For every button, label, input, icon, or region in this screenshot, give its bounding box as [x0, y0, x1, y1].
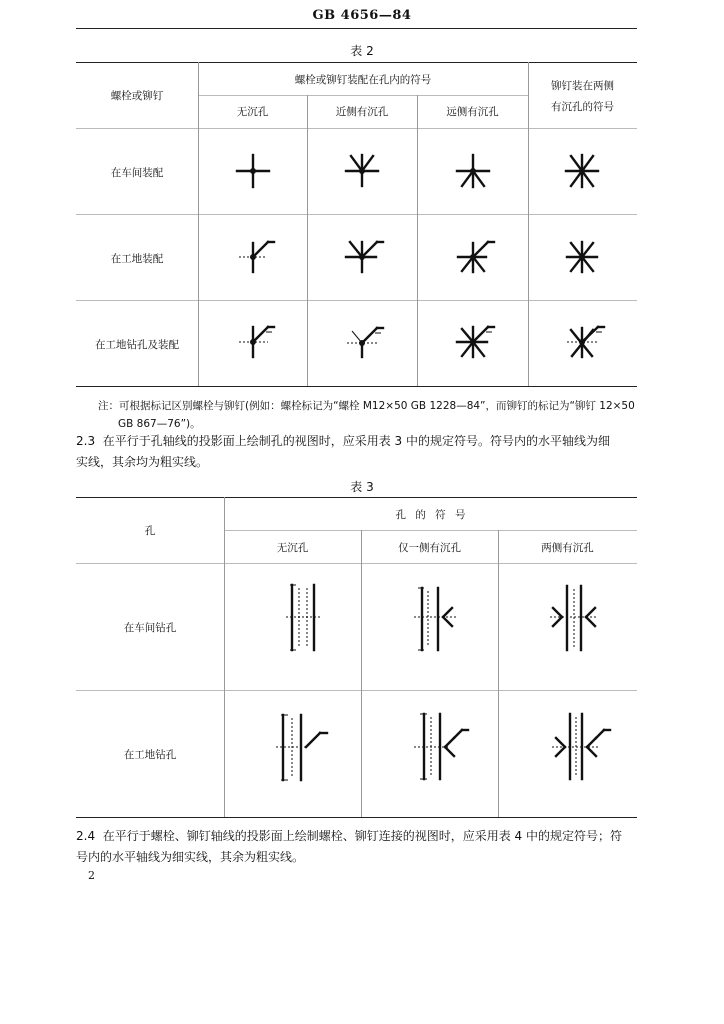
symbol-hole-one-side-workshop [414, 588, 456, 650]
symbol-hole-both-sides-workshop [550, 586, 598, 650]
paragraph-2-4-line2: 号内的水平轴线为细实线，其余为粗实线。 [76, 850, 305, 864]
symbol-hole-plain-site [276, 715, 327, 780]
table2-header-bolt-rivet: 螺栓或铆钉 [110, 90, 164, 102]
table3-header-hole: 孔 [144, 525, 156, 537]
paragraph-2-3-line1: 在平行于孔轴线的投影面上绘制孔的视图时，应采用表 3 中的规定符号。符号内的水平轴线为细 [102, 434, 611, 448]
table2-note-line1: 注：可根据标记区别螺栓与铆钉(例如：螺栓标记为“螺栓 M12×50 GB 1228—84”，而铆钉的标记为“铆钉 12×50 [98, 400, 635, 412]
table2-sub-near-countersink: 近侧有沉孔 [335, 106, 389, 118]
table3-caption: 表 3 [350, 480, 374, 494]
table2-sub-no-countersink: 无沉孔 [236, 106, 269, 118]
page-number: 2 [88, 869, 95, 882]
table2-sub-far-countersink: 远侧有沉孔 [446, 106, 499, 118]
table2-header-group: 螺栓或铆钉装配在孔内的符号 [294, 74, 432, 86]
symbol-hole-plain-workshop [286, 585, 320, 650]
table3-row-workshop-drill: 在车间钻孔 [123, 622, 177, 634]
table2-row-workshop-assembly: 在车间装配 [110, 167, 164, 179]
table2-header-both-sides-l2: 有沉孔的符号 [551, 101, 614, 113]
table2-row-site-assembly: 在工地装配 [110, 253, 164, 265]
paragraph-2-3-line2: 实线，其余均为粗实线。 [76, 455, 209, 469]
symbol-hole-one-side-site [414, 714, 468, 779]
paragraph-2-3-number: 2.3 [76, 434, 96, 448]
table2-row-site-drill-assembly: 在工地钻孔及装配 [95, 339, 179, 351]
table2-caption: 表 2 [350, 44, 374, 58]
paragraph-2-4-number: 2.4 [76, 829, 96, 843]
paragraph-2-4-line1: 在平行于螺栓、铆钉轴线的投影面上绘制螺栓、铆钉连接的视图时，应采用表 4 中的规定符号；符 [102, 829, 623, 843]
symbol-hole-both-sides-site [552, 714, 610, 779]
table3-sub-no-countersink: 无沉孔 [276, 542, 309, 554]
table3-sub-both-sides-countersink: 两侧有沉孔 [541, 542, 594, 554]
table2-header-both-sides-l1: 铆钉装在两侧 [551, 80, 614, 92]
standard-number-header: GB 4656—84 [312, 8, 412, 23]
table3-row-site-drill: 在工地钻孔 [123, 749, 177, 761]
table3-header-group: 孔 的 符 号 [395, 509, 466, 521]
table3-sub-one-side-countersink: 仅一侧有沉孔 [398, 542, 461, 554]
table2-note-line2: GB 867—76”)。 [118, 418, 201, 430]
paragraph-2-4 [76, 826, 642, 868]
